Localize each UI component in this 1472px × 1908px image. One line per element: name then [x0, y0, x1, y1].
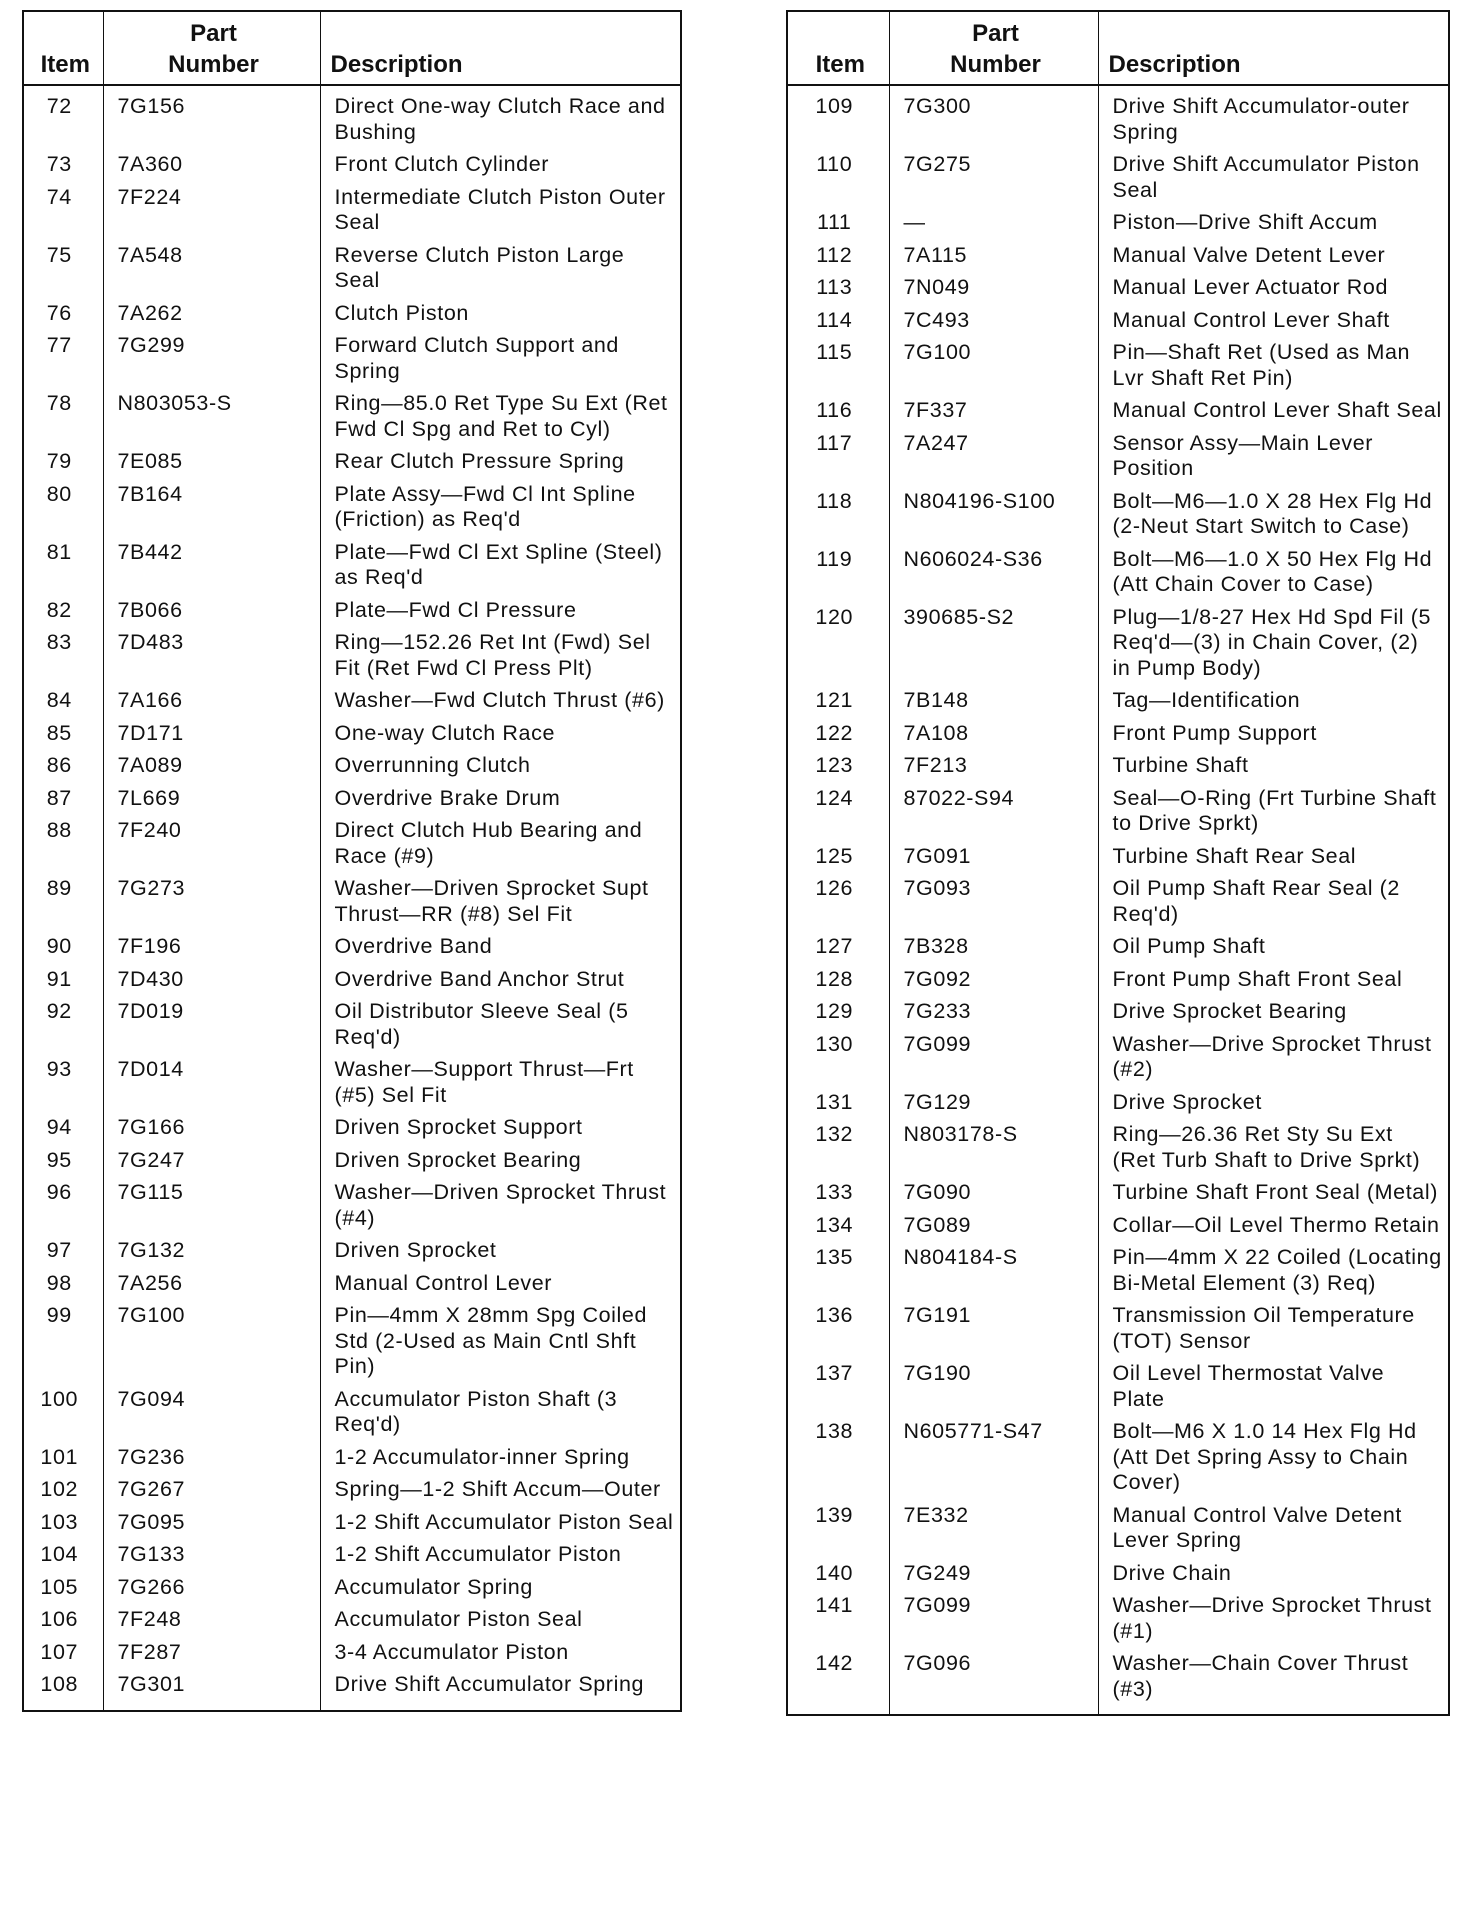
part-number-cell: 7G091 — [889, 841, 1098, 874]
part-number-cell: 390685-S2 — [889, 602, 1098, 686]
description-cell: Washer—Driven Sprocket Supt Thrust—RR (#8) Sel Fit — [320, 873, 681, 931]
description-cell: Drive Chain — [1098, 1558, 1449, 1591]
table-row — [23, 537, 681, 595]
table-row — [23, 685, 681, 718]
part-number-cell: 7A548 — [103, 240, 320, 298]
item-number-cell: 73 — [46, 152, 72, 176]
item-number-cell: 107 — [40, 1639, 79, 1664]
item-number-cell: 140 — [815, 1560, 854, 1585]
description-cell: Turbine Shaft — [1098, 750, 1449, 783]
description-cell: Ring—85.0 Ret Type Su Ext (Ret Fwd Cl Spg and Ret to Cyl) — [320, 388, 681, 446]
parts-table-left — [22, 10, 682, 1712]
item-number-cell: 76 — [46, 300, 72, 325]
part-number-cell: 7G132 — [103, 1235, 320, 1268]
table-row — [23, 1177, 681, 1235]
table-row — [23, 446, 681, 479]
table-row — [23, 1054, 681, 1112]
part-number-cell: 7C493 — [889, 305, 1098, 338]
item-number-cell: 126 — [815, 876, 854, 900]
description-cell: Plate—Fwd Cl Pressure — [320, 595, 681, 628]
table-row — [23, 1300, 681, 1384]
description-cell: Front Clutch Cylinder — [320, 149, 681, 182]
description-cell: Front Pump Support — [1098, 718, 1449, 751]
description-cell: Oil Pump Shaft — [1098, 931, 1449, 964]
description-cell: Ring—26.36 Ret Sty Su Ext (Ret Turb Shaft to Drive Sprkt) — [1098, 1119, 1449, 1177]
table-row — [787, 1119, 1449, 1177]
description-cell: Intermediate Clutch Piston Outer Seal — [320, 182, 681, 240]
item-number-cell: 85 — [46, 720, 72, 745]
table-row — [787, 1087, 1449, 1120]
part-number-cell: N804184-S — [889, 1242, 1098, 1300]
description-cell: Manual Lever Actuator Rod — [1098, 272, 1449, 305]
description-cell: Manual Valve Detent Lever — [1098, 240, 1449, 273]
item-number-cell: 93 — [46, 1057, 72, 1081]
table-row — [23, 931, 681, 964]
description-cell: 1-2 Shift Accumulator Piston Seal — [320, 1507, 681, 1540]
part-number-cell: N605771-S47 — [889, 1416, 1098, 1500]
part-number-cell: 7A166 — [103, 685, 320, 718]
table-row — [787, 272, 1449, 305]
part-number-cell: 7B066 — [103, 595, 320, 628]
description-cell: Washer—Driven Sprocket Thrust (#4) — [320, 1177, 681, 1235]
table-row — [787, 395, 1449, 428]
description-cell: Bolt—M6—1.0 X 28 Hex Flg Hd (2-Neut Start Switch to Case) — [1098, 486, 1449, 544]
item-number-cell: 125 — [815, 843, 854, 868]
item-number-cell: 112 — [816, 242, 853, 267]
table-row — [23, 298, 681, 331]
table-row — [23, 627, 681, 685]
table-row — [787, 1500, 1449, 1558]
table-row — [23, 1507, 681, 1540]
description-cell: Plate—Fwd Cl Ext Spline (Steel) as Req'd — [320, 537, 681, 595]
part-number-cell: 7A360 — [103, 149, 320, 182]
item-number-cell: 121 — [815, 688, 854, 712]
part-number-cell: 7G089 — [889, 1210, 1098, 1243]
part-number-cell: 7D171 — [103, 718, 320, 751]
description-cell: Pin—Shaft Ret (Used as Man Lvr Shaft Ret Pin) — [1098, 337, 1449, 395]
description-cell: 3-4 Accumulator Piston — [320, 1637, 681, 1670]
part-number-cell: 7F337 — [889, 395, 1098, 428]
description-cell: 1-2 Accumulator-inner Spring — [320, 1442, 681, 1475]
table-row — [787, 931, 1449, 964]
item-number-cell: 105 — [40, 1574, 79, 1599]
item-number-cell: 99 — [46, 1303, 72, 1327]
item-number-cell: 130 — [815, 1031, 854, 1056]
description-cell: Accumulator Piston Shaft (3 Req'd) — [320, 1384, 681, 1442]
part-number-cell: 7B148 — [889, 685, 1098, 718]
item-column-header: Item — [787, 11, 889, 85]
item-number-cell: 118 — [816, 488, 853, 513]
part-number-cell: 7G099 — [889, 1590, 1098, 1648]
table-row — [23, 1474, 681, 1507]
item-number-cell: 86 — [46, 753, 72, 777]
item-number-cell: 119 — [816, 546, 853, 571]
table-body — [787, 85, 1449, 1715]
item-number-cell: 101 — [40, 1444, 79, 1469]
table-row — [23, 1637, 681, 1670]
part-number-cell: 7G299 — [103, 330, 320, 388]
description-column-header: Description — [1098, 11, 1449, 85]
item-number-cell: 100 — [40, 1386, 79, 1411]
item-number-cell: 127 — [815, 934, 854, 958]
item-number-cell: 106 — [40, 1607, 79, 1631]
part-number-cell: 7A115 — [889, 240, 1098, 273]
description-cell: One-way Clutch Race — [320, 718, 681, 751]
description-cell: Tag—Identification — [1098, 685, 1449, 718]
part-number-cell: 7G092 — [889, 964, 1098, 997]
table-row — [787, 1358, 1449, 1416]
description-cell: Accumulator Piston Seal — [320, 1604, 681, 1637]
table-row — [787, 873, 1449, 931]
part-number-cell: 7G301 — [103, 1669, 320, 1711]
item-number-cell: 83 — [46, 630, 72, 654]
part-number-cell: N803178-S — [889, 1119, 1098, 1177]
item-number-cell: 115 — [816, 340, 853, 364]
item-number-cell: 95 — [46, 1147, 72, 1172]
description-cell: Manual Control Lever Shaft — [1098, 305, 1449, 338]
description-cell: Plug—1/8-27 Hex Hd Spd Fil (5 Req'd—(3) in Chain Cover, (2) in Pump Body) — [1098, 602, 1449, 686]
table-row — [23, 1669, 681, 1711]
item-number-cell: 137 — [815, 1361, 854, 1385]
part-number-column-header: Part Number — [889, 11, 1098, 85]
part-number-cell: 7F213 — [889, 750, 1098, 783]
table-row — [787, 718, 1449, 751]
table-row — [23, 996, 681, 1054]
description-cell: Washer—Chain Cover Thrust (#3) — [1098, 1648, 1449, 1715]
part-number-cell: 7A089 — [103, 750, 320, 783]
item-number-cell: 142 — [815, 1651, 854, 1675]
item-number-cell: 109 — [815, 94, 854, 118]
item-number-cell: 74 — [46, 184, 72, 209]
item-number-cell: 117 — [816, 430, 853, 455]
part-number-cell: 7G115 — [103, 1177, 320, 1235]
description-cell: Overdrive Band — [320, 931, 681, 964]
part-number-cell: 7D483 — [103, 627, 320, 685]
part-number-cell: 7B164 — [103, 479, 320, 537]
description-cell: Washer—Drive Sprocket Thrust (#2) — [1098, 1029, 1449, 1087]
part-number-cell: 7G190 — [889, 1358, 1098, 1416]
description-cell: Oil Pump Shaft Rear Seal (2 Req'd) — [1098, 873, 1449, 931]
table-row — [787, 544, 1449, 602]
description-cell: Transmission Oil Temperature (TOT) Sensor — [1098, 1300, 1449, 1358]
item-number-cell: 81 — [46, 539, 72, 564]
table-row — [23, 1604, 681, 1637]
table-row — [787, 1590, 1449, 1648]
part-number-cell: 7E085 — [103, 446, 320, 479]
description-cell: Drive Shift Accumulator Piston Seal — [1098, 149, 1449, 207]
part-number-cell: 7G096 — [889, 1648, 1098, 1715]
description-cell: Collar—Oil Level Thermo Retain — [1098, 1210, 1449, 1243]
item-number-cell: 79 — [46, 449, 72, 473]
table-row — [787, 1416, 1449, 1500]
item-number-cell: 80 — [46, 481, 72, 506]
item-number-cell: 129 — [815, 999, 854, 1023]
description-cell: Manual Control Valve Detent Lever Spring — [1098, 1500, 1449, 1558]
item-number-cell: 84 — [46, 688, 72, 712]
table-row — [787, 841, 1449, 874]
table-row — [23, 182, 681, 240]
table-row — [23, 1112, 681, 1145]
table-row — [787, 1177, 1449, 1210]
item-number-cell: 133 — [815, 1180, 854, 1204]
table-row — [23, 718, 681, 751]
item-number-cell: 92 — [46, 999, 72, 1023]
description-cell: Washer—Drive Sprocket Thrust (#1) — [1098, 1590, 1449, 1648]
table-row — [23, 750, 681, 783]
description-cell: Reverse Clutch Piston Large Seal — [320, 240, 681, 298]
table-row — [787, 240, 1449, 273]
table-row — [787, 1210, 1449, 1243]
parts-table-right — [786, 10, 1450, 1716]
description-cell: Rear Clutch Pressure Spring — [320, 446, 681, 479]
table-row — [23, 388, 681, 446]
part-number-cell: N804196-S100 — [889, 486, 1098, 544]
table-row — [787, 1300, 1449, 1358]
description-cell: Accumulator Spring — [320, 1572, 681, 1605]
part-number-cell: 7G273 — [103, 873, 320, 931]
description-cell: 1-2 Shift Accumulator Piston — [320, 1539, 681, 1572]
item-number-cell: 94 — [46, 1115, 72, 1139]
description-cell: Turbine Shaft Rear Seal — [1098, 841, 1449, 874]
table-row — [23, 149, 681, 182]
table-row — [787, 428, 1449, 486]
part-number-cell: 7F287 — [103, 1637, 320, 1670]
part-number-cell: 7L669 — [103, 783, 320, 816]
part-number-cell: 7G093 — [889, 873, 1098, 931]
description-cell: Ring—152.26 Ret Int (Fwd) Sel Fit (Ret Fwd Cl Press Plt) — [320, 627, 681, 685]
part-number-cell: 7G300 — [889, 85, 1098, 149]
item-number-cell: 75 — [46, 242, 72, 267]
description-cell: Manual Control Lever — [320, 1268, 681, 1301]
table-row — [23, 783, 681, 816]
table-row — [23, 479, 681, 537]
table-row — [23, 873, 681, 931]
item-number-cell: 108 — [40, 1672, 79, 1696]
item-number-cell: 131 — [815, 1089, 854, 1114]
part-number-cell: 7B328 — [889, 931, 1098, 964]
description-cell: Forward Clutch Support and Spring — [320, 330, 681, 388]
description-cell: Pin—4mm X 28mm Spg Coiled Std (2-Used as Main Cntl Shft Pin) — [320, 1300, 681, 1384]
item-column-header: Item — [23, 11, 103, 85]
item-number-cell: 97 — [46, 1238, 72, 1262]
item-number-cell: 77 — [46, 333, 72, 357]
item-number-cell: 111 — [817, 210, 852, 234]
part-number-cell: 7G094 — [103, 1384, 320, 1442]
part-number-cell: 7G236 — [103, 1442, 320, 1475]
table-row — [23, 85, 681, 149]
part-number-cell: 7A247 — [889, 428, 1098, 486]
description-cell: Drive Shift Accumulator-outer Spring — [1098, 85, 1449, 149]
table-row — [23, 815, 681, 873]
item-number-cell: 132 — [815, 1122, 854, 1146]
description-cell: Drive Shift Accumulator Spring — [320, 1669, 681, 1711]
description-cell: Overdrive Brake Drum — [320, 783, 681, 816]
description-cell: Driven Sprocket Support — [320, 1112, 681, 1145]
part-number-column-header: Part Number — [103, 11, 320, 85]
table-row — [787, 996, 1449, 1029]
part-number-cell: 7A108 — [889, 718, 1098, 751]
part-number-cell: 7G095 — [103, 1507, 320, 1540]
table-row — [787, 85, 1449, 149]
description-cell: Turbine Shaft Front Seal (Metal) — [1098, 1177, 1449, 1210]
item-number-cell: 123 — [815, 753, 854, 777]
table-row — [23, 1539, 681, 1572]
item-number-cell: 87 — [46, 785, 72, 810]
table-row — [23, 1145, 681, 1178]
item-number-cell: 96 — [46, 1180, 72, 1204]
item-number-cell: 122 — [815, 720, 854, 745]
part-number-cell: 7D014 — [103, 1054, 320, 1112]
item-number-cell: 128 — [815, 966, 854, 991]
description-column-header: Description — [320, 11, 681, 85]
part-number-cell: 7G166 — [103, 1112, 320, 1145]
table-row — [787, 685, 1449, 718]
item-number-cell: 134 — [815, 1212, 854, 1237]
description-cell: Driven Sprocket — [320, 1235, 681, 1268]
part-number-cell: 7D019 — [103, 996, 320, 1054]
table-row — [23, 240, 681, 298]
part-number-cell: 7G133 — [103, 1539, 320, 1572]
table-row — [787, 486, 1449, 544]
table-row — [787, 305, 1449, 338]
item-number-cell: 82 — [46, 597, 72, 622]
part-number-cell: 7F240 — [103, 815, 320, 873]
part-number-cell: 7F248 — [103, 1604, 320, 1637]
item-number-cell: 102 — [40, 1477, 79, 1501]
description-cell: Drive Sprocket — [1098, 1087, 1449, 1120]
table-row — [787, 149, 1449, 207]
table-row — [23, 964, 681, 997]
table-row — [787, 207, 1449, 240]
description-cell: Bolt—M6—1.0 X 50 Hex Flg Hd (Att Chain Cover to Case) — [1098, 544, 1449, 602]
item-number-cell: 78 — [46, 391, 72, 415]
part-number-cell: 7G191 — [889, 1300, 1098, 1358]
table-row — [23, 595, 681, 628]
item-number-cell: 98 — [46, 1270, 72, 1295]
item-number-cell: 114 — [816, 307, 853, 332]
item-number-cell: 136 — [815, 1303, 854, 1327]
part-number-cell: N606024-S36 — [889, 544, 1098, 602]
part-number-cell: 7G249 — [889, 1558, 1098, 1591]
part-number-cell: 7G156 — [103, 85, 320, 149]
table-row — [787, 783, 1449, 841]
table-row — [23, 1442, 681, 1475]
item-number-cell: 88 — [46, 818, 72, 842]
part-number-cell: 7F196 — [103, 931, 320, 964]
item-number-cell: 90 — [46, 934, 72, 958]
item-number-cell: 120 — [815, 604, 854, 629]
description-cell: Bolt—M6 X 1.0 14 Hex Flg Hd (Att Det Spring Assy to Chain Cover) — [1098, 1416, 1449, 1500]
description-cell: Overdrive Band Anchor Strut — [320, 964, 681, 997]
part-number-cell: 7G099 — [889, 1029, 1098, 1087]
part-number-cell: 7F224 — [103, 182, 320, 240]
part-number-cell: 7D430 — [103, 964, 320, 997]
table-row — [787, 1029, 1449, 1087]
table-row — [787, 964, 1449, 997]
item-number-cell: 139 — [815, 1502, 854, 1527]
item-number-cell: 113 — [816, 275, 853, 299]
description-cell: Overrunning Clutch — [320, 750, 681, 783]
part-number-cell: 7G267 — [103, 1474, 320, 1507]
item-number-cell: 91 — [46, 966, 72, 991]
description-cell: Washer—Fwd Clutch Thrust (#6) — [320, 685, 681, 718]
description-cell: Pin—4mm X 22 Coiled (Locating Bi-Metal Element (3) Req) — [1098, 1242, 1449, 1300]
item-number-cell: 124 — [815, 785, 854, 810]
part-number-cell: 7A256 — [103, 1268, 320, 1301]
table-row — [787, 1242, 1449, 1300]
part-number-cell: 7G233 — [889, 996, 1098, 1029]
description-cell: Clutch Piston — [320, 298, 681, 331]
table-header — [787, 11, 1449, 85]
description-cell: Oil Distributor Sleeve Seal (5 Req'd) — [320, 996, 681, 1054]
item-number-cell: 103 — [40, 1509, 79, 1534]
part-number-cell: 7A262 — [103, 298, 320, 331]
description-cell: Front Pump Shaft Front Seal — [1098, 964, 1449, 997]
item-number-cell: 89 — [46, 876, 72, 900]
description-cell: Manual Control Lever Shaft Seal — [1098, 395, 1449, 428]
item-number-cell: 72 — [46, 94, 72, 118]
description-cell: Direct One-way Clutch Race and Bushing — [320, 85, 681, 149]
part-number-cell: 7G129 — [889, 1087, 1098, 1120]
table-row — [23, 1235, 681, 1268]
part-number-cell: 7G275 — [889, 149, 1098, 207]
item-number-cell: 138 — [815, 1419, 854, 1443]
item-number-cell: 116 — [816, 398, 853, 422]
table-row — [787, 1558, 1449, 1591]
part-number-cell: 7B442 — [103, 537, 320, 595]
table-row — [23, 1572, 681, 1605]
item-number-cell: 110 — [816, 152, 853, 176]
table-row — [23, 330, 681, 388]
description-cell: Spring—1-2 Shift Accum—Outer — [320, 1474, 681, 1507]
part-number-cell: 7G266 — [103, 1572, 320, 1605]
part-number-cell: 7G247 — [103, 1145, 320, 1178]
description-cell: Driven Sprocket Bearing — [320, 1145, 681, 1178]
table-row — [787, 1648, 1449, 1715]
item-number-cell: 135 — [815, 1245, 854, 1269]
table-row — [23, 1384, 681, 1442]
table-row — [787, 337, 1449, 395]
description-cell: Sensor Assy—Main Lever Position — [1098, 428, 1449, 486]
description-cell: Washer—Support Thrust—Frt (#5) Sel Fit — [320, 1054, 681, 1112]
table-row — [787, 602, 1449, 686]
table-row — [23, 1268, 681, 1301]
table-row — [787, 750, 1449, 783]
description-cell: Drive Sprocket Bearing — [1098, 996, 1449, 1029]
description-cell: Seal—O-Ring (Frt Turbine Shaft to Drive Sprkt) — [1098, 783, 1449, 841]
part-number-cell: 7E332 — [889, 1500, 1098, 1558]
part-number-cell: 7G100 — [889, 337, 1098, 395]
item-number-cell: 141 — [815, 1593, 854, 1617]
table-body — [23, 85, 681, 1711]
description-cell: Plate Assy—Fwd Cl Int Spline (Friction) as Req'd — [320, 479, 681, 537]
part-number-cell: 7G090 — [889, 1177, 1098, 1210]
description-cell: Oil Level Thermostat Valve Plate — [1098, 1358, 1449, 1416]
table-header — [23, 11, 681, 85]
part-number-cell: — — [889, 207, 1098, 240]
description-cell: Direct Clutch Hub Bearing and Race (#9) — [320, 815, 681, 873]
description-cell: Piston—Drive Shift Accum — [1098, 207, 1449, 240]
part-number-cell: 7N049 — [889, 272, 1098, 305]
item-number-cell: 104 — [40, 1542, 79, 1566]
part-number-cell: N803053-S — [103, 388, 320, 446]
part-number-cell: 87022-S94 — [889, 783, 1098, 841]
part-number-cell: 7G100 — [103, 1300, 320, 1384]
